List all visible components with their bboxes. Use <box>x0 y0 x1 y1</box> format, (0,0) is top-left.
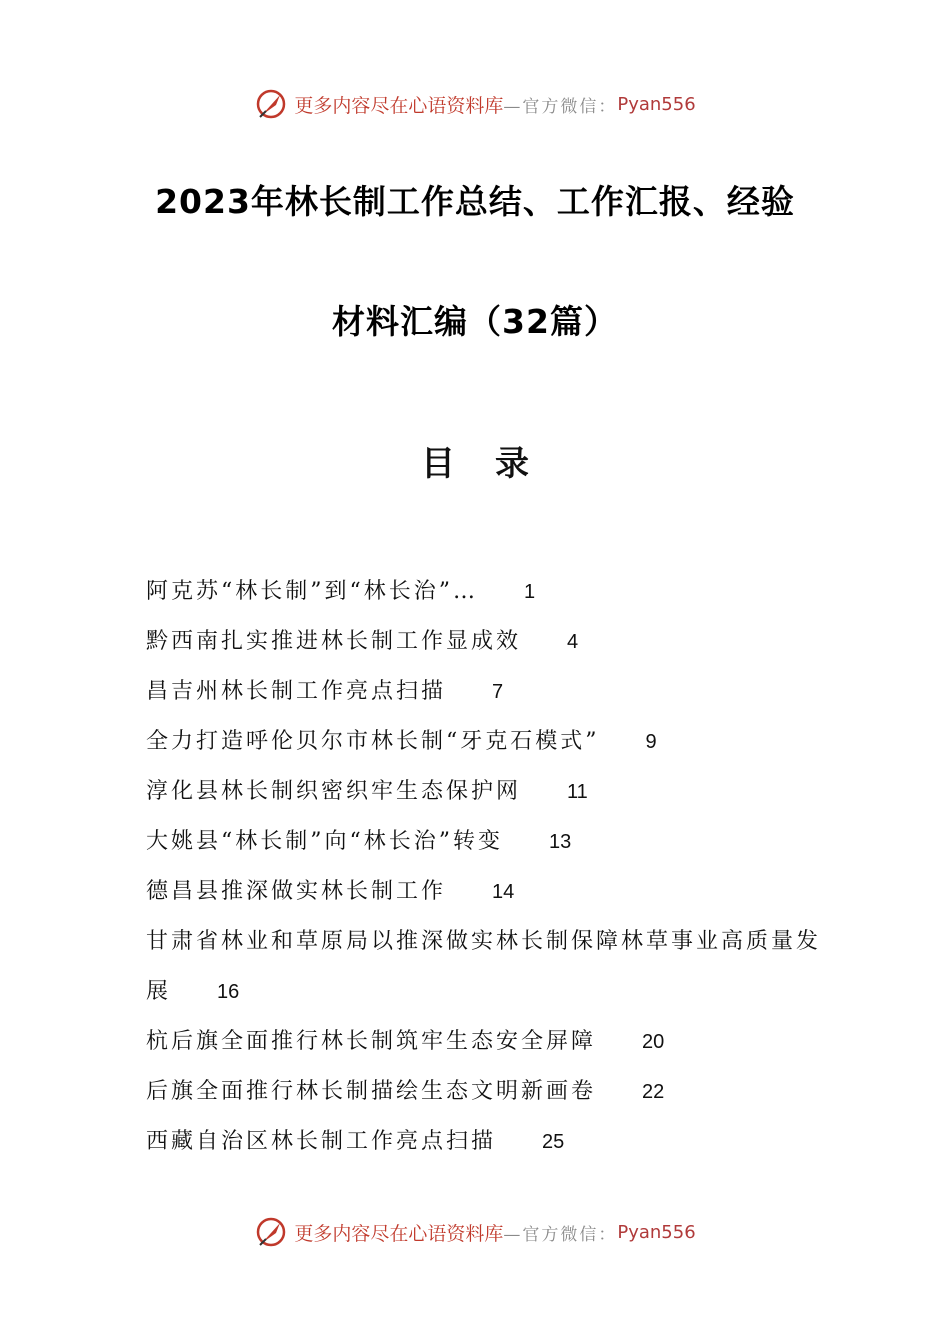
quill-logo-icon <box>254 87 288 121</box>
table-of-contents <box>146 567 826 1167</box>
toc-entry-title: 全力打造呼伦贝尔市林长制“牙克石模式” <box>146 729 600 754</box>
toc-entry[interactable] <box>146 767 826 817</box>
watermark-suffix: —官方微信： <box>503 1224 618 1245</box>
toc-heading: 目录 <box>421 444 569 484</box>
toc-entry-title: 西藏自治区林长制工作亮点扫描 <box>146 1129 497 1154</box>
toc-entry-title: 淳化县林长制织密织牢生态保护网 <box>146 779 522 804</box>
toc-entry[interactable] <box>146 1067 826 1117</box>
header-watermark <box>0 84 950 124</box>
document-title-line1: 2023年林长制工作总结、工作汇报、经验 <box>155 182 795 221</box>
toc-entry[interactable] <box>146 1017 826 1067</box>
toc-entry-page: 1 <box>524 581 536 603</box>
toc-entry[interactable] <box>146 867 826 917</box>
toc-entry-title: 昌吉州林长制工作亮点扫描 <box>146 679 447 704</box>
watermark-prefix: 更多内容尽在心语资料库 <box>294 1222 504 1245</box>
toc-entry-title: 杭后旗全面推行林长制筑牢生态安全屏障 <box>146 1029 597 1054</box>
toc-entry-page: 16 <box>217 981 240 1003</box>
toc-entry-title: 大姚县“林长制”向“林长治”转变 <box>146 829 503 854</box>
toc-entry[interactable] <box>146 917 826 1017</box>
toc-entry-page: 25 <box>542 1131 565 1153</box>
toc-entry-title: 黔西南扎实推进林长制工作显成效 <box>146 629 522 654</box>
toc-entry-page: 14 <box>492 881 515 903</box>
toc-entry-page: 7 <box>492 681 504 703</box>
toc-entry-title: 阿克苏“林长制”到“林长治”… <box>146 579 478 604</box>
toc-entry-title: 德昌县推深做实林长制工作 <box>146 879 447 904</box>
toc-entry-page: 9 <box>645 731 657 753</box>
quill-logo-icon <box>254 1215 288 1249</box>
toc-entry[interactable] <box>146 667 826 717</box>
toc-entry-page: 13 <box>549 831 572 853</box>
document-title-line2: 材料汇编（32篇） <box>332 302 618 341</box>
toc-entry[interactable] <box>146 717 826 767</box>
toc-entry-page: 22 <box>642 1081 665 1103</box>
toc-entry[interactable] <box>146 567 826 617</box>
footer-watermark <box>0 1212 950 1252</box>
watermark-prefix: 更多内容尽在心语资料库 <box>294 94 504 117</box>
toc-entry-title: 后旗全面推行林长制描绘生态文明新画卷 <box>146 1079 597 1104</box>
toc-entry-page: 11 <box>567 781 588 803</box>
toc-entry-title: 甘肃省林业和草原局以推深做实林长制保障林草事业高质量发展 <box>146 929 822 1004</box>
watermark-id: Pyan556 <box>617 93 696 115</box>
toc-entry[interactable] <box>146 617 826 667</box>
toc-entry[interactable] <box>146 1117 826 1167</box>
toc-entry-page: 4 <box>567 631 579 653</box>
toc-entry[interactable] <box>146 817 826 867</box>
watermark-id: Pyan556 <box>617 1221 696 1243</box>
watermark-suffix: —官方微信： <box>503 96 618 117</box>
toc-entry-page: 20 <box>642 1031 665 1053</box>
